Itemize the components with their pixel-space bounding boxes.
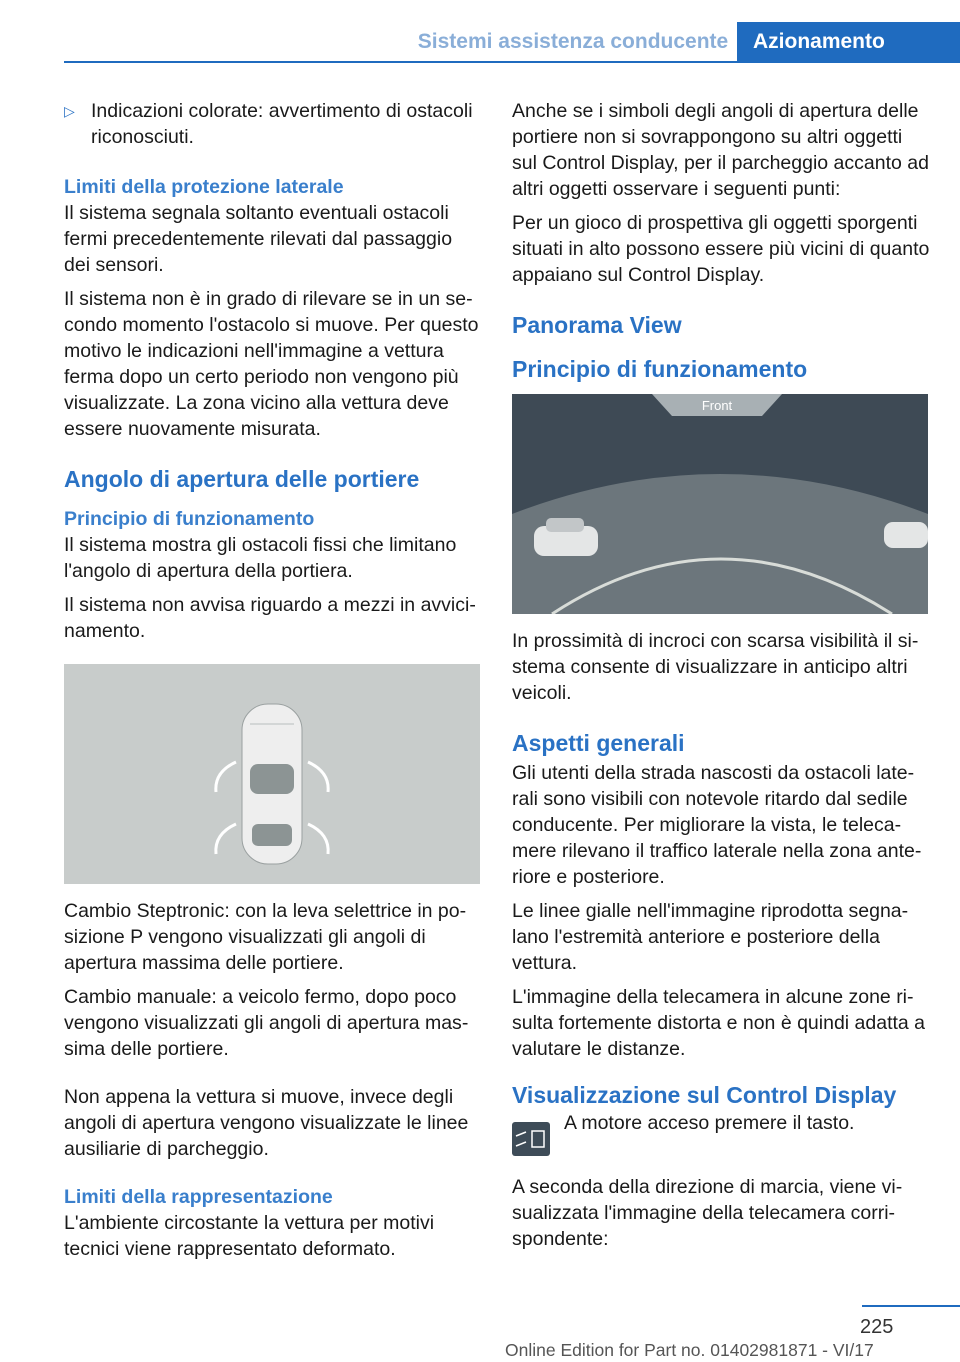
- triangle-bullet-icon: ▷: [64, 103, 75, 119]
- paragraph: Le linee gialle nell'immagine riprodotta segnalano l'estremità anteriore e posteriore della vettura.: [512, 900, 909, 974]
- header-chapter-tab: Azionamento: [737, 22, 960, 62]
- footer-rule: [862, 1305, 960, 1307]
- heading-angolo-apertura: Angolo di apertura delle portiere: [64, 466, 420, 492]
- paragraph: L'ambiente circostante la vettura per motivi tecnici viene rappresentato deformato.: [64, 1212, 435, 1260]
- page-header: [0, 0, 960, 62]
- right-column: [512, 98, 932, 1260]
- paragraph: Anche se i simboli degli angoli di apertura delle portiere non si sovrappongono su altri oggetti sul Control Display, per il parcheggio accanto ad altri oggetti osservare i seguenti punti:: [512, 100, 929, 200]
- left-column: [64, 98, 480, 1270]
- header-section-title: Sistemi assistenza conducente: [417, 30, 729, 53]
- panorama-view-illustration: [512, 394, 928, 614]
- heading-limiti-rappresentazione: Limiti della rappresentazione: [64, 1186, 333, 1208]
- paragraph: Per un gioco di prospettiva gli oggetti sporgenti situati in alto possono essere più vicini di quanto appaiano sul Control Display.: [512, 212, 930, 286]
- paragraph: Gli utenti della strada nascosti da ostacoli laterali sono visibili con notevole ritardo dal sedile conducente. Per migliorare la vista, le telecamere rilevano il traffico laterale nella zona anteriore e posteriore.: [512, 762, 922, 888]
- paragraph: In prossimità di incroci con scarsa visibilità il sistema consente di visualizzare in anticipo altri veicoli.: [512, 630, 919, 704]
- camera-button-row: [512, 1110, 932, 1156]
- heading-principio: Principio di funzionamento: [64, 508, 315, 530]
- paragraph: Cambio manuale: a veicolo fermo, dopo poco vengono visualizzati gli angoli di apertura massima delle portiere.: [64, 986, 469, 1060]
- heading-limiti-protezione: Limiti della protezione laterale: [64, 176, 344, 198]
- button-instruction: A motore acceso premere il tasto.: [564, 1112, 855, 1134]
- heading-visualizzazione: Visualizzazione sul Control Display: [512, 1082, 897, 1108]
- paragraph: Non appena la vettura si muove, invece degli angoli di apertura vengono visualizzate le linee ausiliarie di parcheggio.: [64, 1086, 469, 1160]
- heading-principio: Principio di funzionamento: [512, 356, 808, 382]
- heading-panorama-view: Panorama View: [512, 312, 682, 338]
- paragraph: Il sistema segnala soltanto eventuali ostacoli fermi precedentemente rilevati dal passaggio dei sensori.: [64, 202, 453, 276]
- bullet-text: Indicazioni colorate: avvertimento di ostacoli riconosciuti.: [91, 100, 473, 148]
- paragraph: Il sistema non avvisa riguardo a mezzi in avvicinamento.: [64, 594, 476, 642]
- paragraph: L'immagine della telecamera in alcune zone risulta fortemente distorta e non è quindi adatta a valutare le distanze.: [512, 986, 926, 1060]
- car-right: [884, 522, 928, 548]
- heading-aspetti-generali: Aspetti generali: [512, 730, 685, 756]
- door-angle-illustration: [64, 664, 480, 884]
- paragraph: Il sistema mostra gli ostacoli fissi che limitano l'angolo di apertura della portiera.: [64, 534, 457, 582]
- parking-camera-button-icon: [512, 1122, 550, 1156]
- header-rule: [64, 61, 960, 63]
- page-number: 225: [860, 1316, 894, 1338]
- paragraph: Il sistema non è in grado di rilevare se in un secondo momento l'ostacolo si muove. Per questo motivo le indicazioni nell'immagine a vettura ferma dopo un certo periodo non vengono più visualizzate. La zona vicino alla vettura deve essere nuovamente misurata.: [64, 288, 479, 440]
- bullet-item: [64, 98, 480, 150]
- paragraph: Cambio Steptronic: con la leva selettrice in posizione P vengono visualizzati gli angoli di apertura massima delle portiere.: [64, 900, 467, 974]
- front-label: Front: [701, 398, 733, 413]
- edition-note: Online Edition for Part no. 01402981871 - VI/17: [505, 1340, 874, 1360]
- paragraph: A seconda della direzione di marcia, viene visualizzata l'immagine della telecamera corrispondente:: [512, 1176, 903, 1250]
